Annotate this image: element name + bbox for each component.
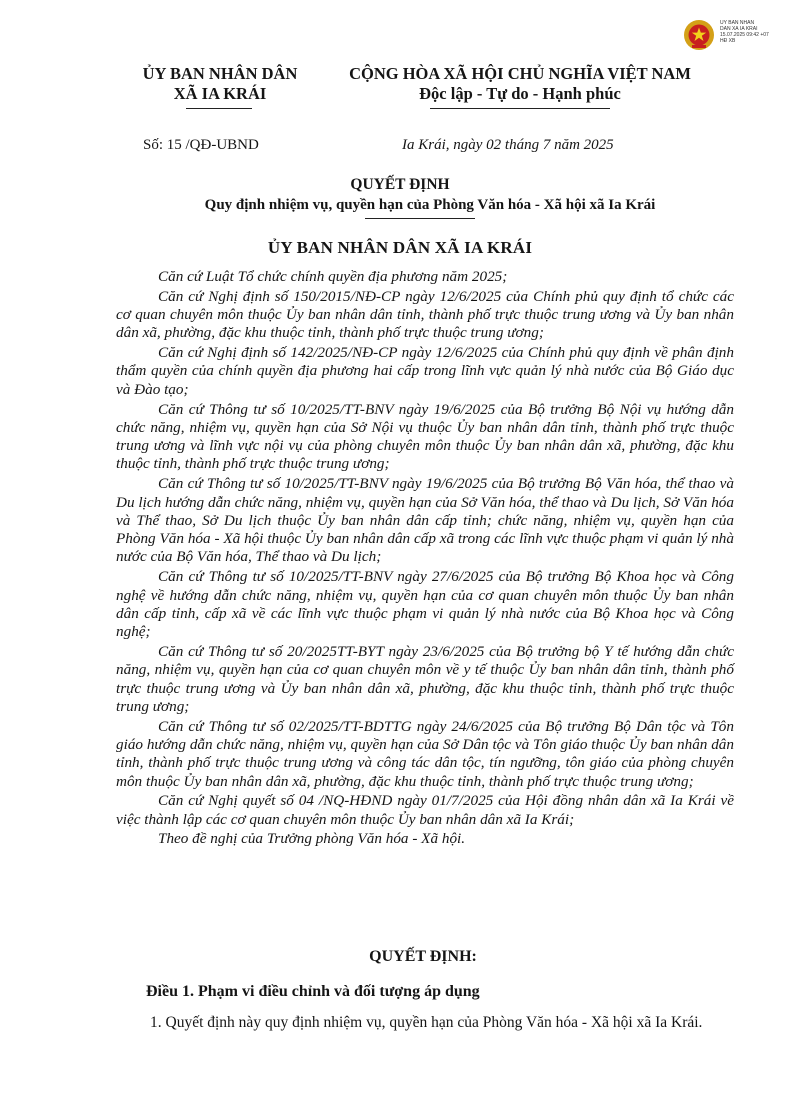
national-heading bbox=[330, 64, 710, 104]
nation-name: CỘNG HÒA XÃ HỘI CHỦ NGHĨA VIỆT NAM bbox=[349, 64, 691, 83]
national-motto: Độc lập - Tự do - Hạnh phúc bbox=[419, 84, 621, 103]
article-1-title: Điều 1. Phạm vi điều chỉnh và đối tượng áp dụng bbox=[146, 983, 480, 1000]
signature-line: HĐ XB bbox=[720, 38, 736, 44]
signature-line: ỦY BAN NHÂN bbox=[720, 20, 755, 26]
legal-basis-paragraph: Căn cứ Nghị quyết số 04 /NQ-HĐND ngày 01/7/2025 của Hội đồng nhân dân xã Ia Krái về việc thành lập các cơ quan chuyên môn thuộc Ủy ban nhân dân xã Ia Krái; bbox=[116, 792, 734, 828]
legal-basis-paragraph: Căn cứ Nghị định số 142/2025/NĐ-CP ngày 12/6/2025 của Chính phủ quy định về phân định thẩm quyền của chính quyền địa phương hai cấp trong lĩnh vực quản lý nhà nước của Bộ Giáo dục và Đào tạo; bbox=[116, 344, 734, 398]
signature-line: 15.07.2025 09:42 +07 bbox=[720, 32, 769, 38]
legal-basis-paragraph: Căn cứ Thông tư số 10/2025/TT-BNV ngày 19/6/2025 của Bộ trưởng Bộ Văn hóa, thể thao và Du lịch hướng dẫn chức năng, nhiệm vụ, quyền hạn của Sở Văn hóa, thể thao và Du lịch, Sở Văn hóa và Thể thao, Sở Du lịch thuộc Ủy ban nhân dân cấp tỉnh; chức năng, nhiệm vụ, quyền hạn của Phòng Văn hóa - Xã hội thuộc Ủy ban nhân dân cấp xã trong các lĩnh vực thuộc phạm vi quản lý nhà nước của Bộ Văn hóa, Thể thao và Du lịch; bbox=[116, 475, 734, 566]
signature-line: DÂN XÃ IA KRÁI bbox=[720, 26, 758, 32]
legal-basis-paragraph: Căn cứ Thông tư số 10/2025/TT-BNV ngày 27/6/2025 của Bộ trưởng Bộ Khoa học và Công nghệ về hướng dẫn chức năng, nhiệm vụ, quyền hạn của cơ quan chuyên môn thuộc Ủy ban nhân dân cấp tỉnh, cấp xã về các lĩnh vực thuộc phạm vi quản lý nhà nước của Bộ Khoa học và Công nghệ; bbox=[116, 568, 734, 641]
legal-basis-paragraph: Căn cứ Thông tư số 02/2025/TT-BDTTG ngày 24/6/2025 của Bộ trưởng Bộ Dân tộc và Tôn giáo hướng dẫn chức năng, nhiệm vụ, quyền hạn của Sở Dân tộc và Tôn giáo thuộc Ủy ban nhân dân tỉnh, thành phố trực thuộc trung ương và công tác dân tộc, tín ngưỡng, tôn giáo của phòng chuyên môn thuộc Ủy ban nhân dân xã, phường, đặc khu thuộc tỉnh, thành phố trực thuộc trung ương; bbox=[116, 717, 734, 790]
article-1-clause-1: 1. Quyết định này quy định nhiệm vụ, quyền hạn của Phòng Văn hóa - Xã hội xã Ia Krái. bbox=[150, 1014, 703, 1031]
document-number: Số: 15 /QĐ-UBND bbox=[143, 137, 259, 153]
agency-name: ỦY BAN NHÂN DÂN bbox=[142, 64, 298, 83]
issuer-title: ỦY BAN NHÂN DÂN XÃ IA KRÁI bbox=[267, 238, 533, 257]
legal-basis-paragraph: Căn cứ Thông tư số 10/2025/TT-BNV ngày 19/6/2025 của Bộ trưởng Bộ Nội vụ hướng dẫn chức năng, nhiệm vụ, quyền hạn của Sở Nội vụ thuộc Ủy ban nhân dân tỉnh, thành phố trực thuộc trung ương và lĩnh vực nội vụ của phòng chuyên môn thuộc Ủy ban nhân dân xã, phường, đặc khu thuộc tỉnh, thành phố trực thuộc trung ương; bbox=[116, 400, 734, 473]
national-emblem-icon bbox=[683, 18, 715, 52]
digital-signature-stamp bbox=[720, 20, 792, 44]
subject-underline bbox=[365, 218, 475, 219]
agency-underline bbox=[186, 108, 252, 109]
document-subject: Quy định nhiệm vụ, quyền hạn của Phòng Văn hóa - Xã hội xã Ia Krái bbox=[204, 197, 656, 213]
legal-basis-paragraph: Căn cứ Nghị định số 150/2015/NĐ-CP ngày 12/6/2025 của Chính phủ quy định tổ chức các cơ quan chuyên môn thuộc Ủy ban nhân dân tỉnh, thành phố trực thuộc trung ương và Ủy ban nhân dân xã, phường, đặc khu thuộc tỉnh, thành phố trực thuộc trung ương; bbox=[116, 287, 734, 342]
decides-heading: QUYẾT ĐỊNH: bbox=[369, 948, 477, 965]
issuing-agency bbox=[125, 64, 315, 104]
preamble bbox=[116, 268, 734, 850]
agency-commune: XÃ IA KRÁI bbox=[173, 84, 267, 103]
document-type-title: QUYẾT ĐỊNH bbox=[350, 176, 450, 193]
motto-underline bbox=[430, 108, 610, 109]
legal-basis-paragraph: Căn cứ Luật Tổ chức chính quyền địa phương năm 2025; bbox=[158, 268, 508, 285]
legal-basis-paragraph: Căn cứ Thông tư số 20/2025TT-BYT ngày 23/6/2025 của Bộ trưởng bộ Y tế hướng dẫn chức năng, nhiệm vụ, quyền hạn của cơ quan chuyên môn về y tế thuộc Ủy ban nhân dân tỉnh, thành phố trực thuộc trung ương và Ủy ban nhân dân xã, phường, đặc khu thuộc tỉnh, thành phố trực thuộc trung ương; bbox=[116, 642, 734, 715]
place-and-date: Ia Krái, ngày 02 tháng 7 năm 2025 bbox=[402, 137, 614, 153]
proposal-paragraph: Theo đề nghị của Trưởng phòng Văn hóa - Xã hội. bbox=[158, 830, 466, 848]
